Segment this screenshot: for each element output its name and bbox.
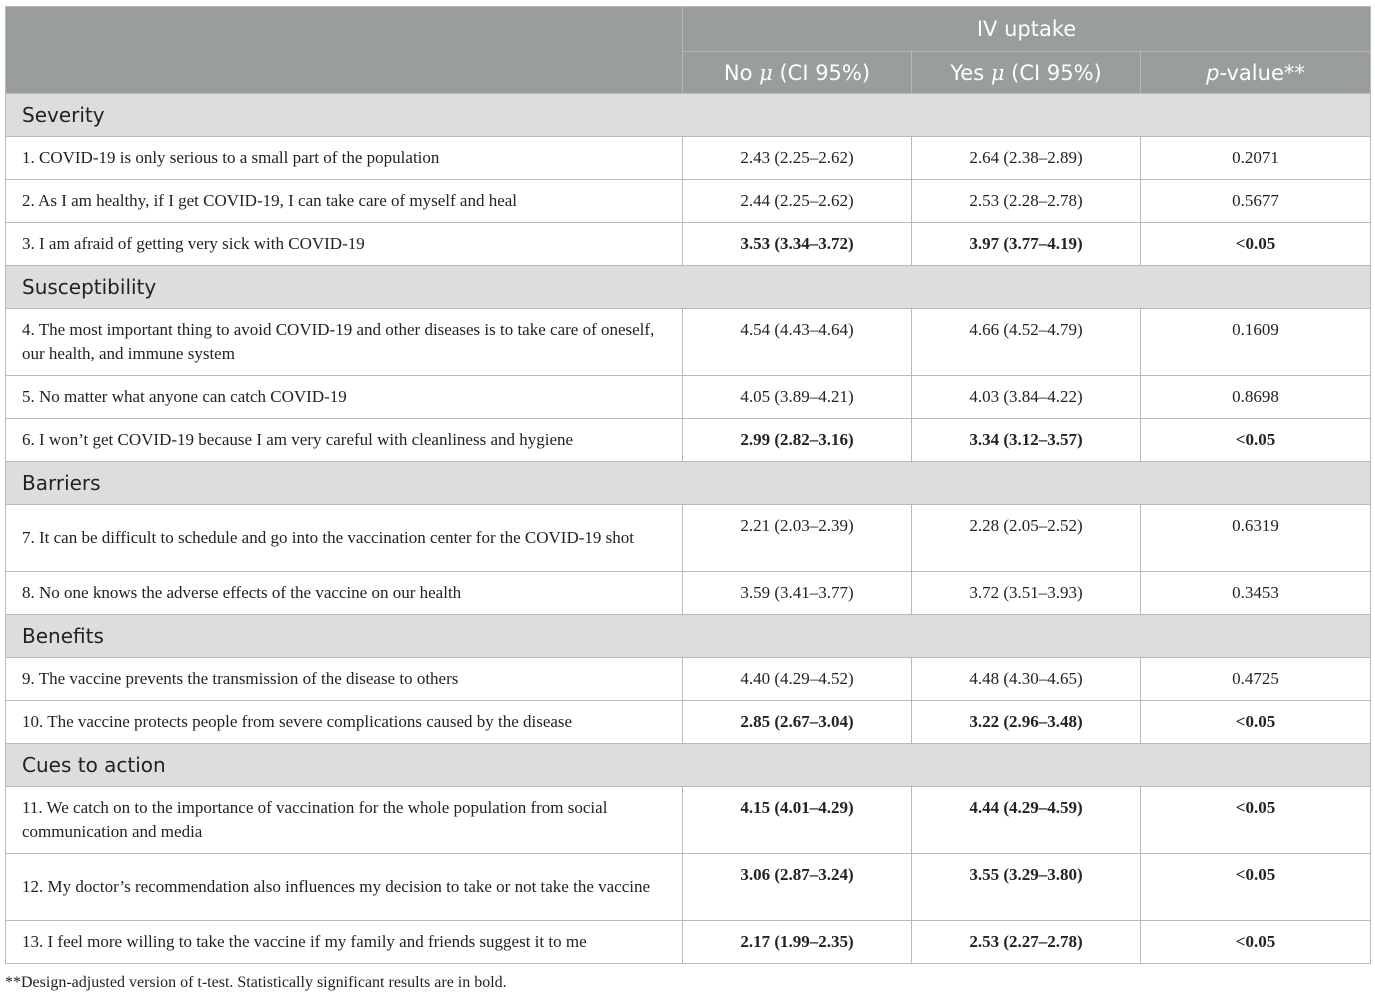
yes-value-cell: 2.53 (2.27–2.78)	[912, 921, 1141, 964]
yes-value-cell: 4.44 (4.29–4.59)	[912, 787, 1141, 854]
question-cell: 7. It can be difficult to schedule and go into the vaccination center for the COVID-19 shot	[6, 505, 683, 572]
yes-value-cell: 3.55 (3.29–3.80)	[912, 854, 1141, 921]
no-value-cell: 4.05 (3.89–4.21)	[683, 376, 912, 419]
section-title: Severity	[6, 94, 1371, 137]
question-cell: 13. I feel more willing to take the vaccine if my family and friends suggest it to me	[6, 921, 683, 964]
table-row	[6, 658, 1371, 701]
header-ci-label: (CI 95%)	[1004, 60, 1102, 85]
question-cell: 5. No matter what anyone can catch COVID-19	[6, 376, 683, 419]
question-cell: 8. No one knows the adverse effects of the vaccine on our health	[6, 572, 683, 615]
no-value-cell: 3.53 (3.34–3.72)	[683, 223, 912, 266]
section-row	[6, 744, 1371, 787]
no-value-cell: 2.99 (2.82–3.16)	[683, 419, 912, 462]
section-row	[6, 615, 1371, 658]
header-no-prefix: No	[723, 60, 760, 85]
question-cell: 3. I am afraid of getting very sick with COVID-19	[6, 223, 683, 266]
table-row	[6, 223, 1371, 266]
no-value-cell: 2.85 (2.67–3.04)	[683, 701, 912, 744]
pvalue-cell: <0.05	[1141, 787, 1371, 854]
header-yes-prefix: Yes	[950, 60, 991, 85]
no-value-cell: 2.17 (1.99–2.35)	[683, 921, 912, 964]
no-value-cell: 2.21 (2.03–2.39)	[683, 505, 912, 572]
pvalue-cell: 0.5677	[1141, 180, 1371, 223]
question-cell: 4. The most important thing to avoid COVID-19 and other diseases is to take care of oneself, our health, and immune system	[6, 309, 683, 376]
header-row-group	[6, 7, 1371, 52]
no-value-cell: 4.40 (4.29–4.52)	[683, 658, 912, 701]
section-title: Benefits	[6, 615, 1371, 658]
header-yes-column	[912, 52, 1141, 94]
table-row	[6, 309, 1371, 376]
section-title: Cues to action	[6, 744, 1371, 787]
question-cell: 12. My doctor’s recommendation also influences my decision to take or not take the vaccine	[6, 854, 683, 921]
pvalue-cell: 0.6319	[1141, 505, 1371, 572]
yes-value-cell: 4.48 (4.30–4.65)	[912, 658, 1141, 701]
header-pvalue-p: p	[1206, 60, 1220, 85]
header-no-column	[683, 52, 912, 94]
yes-value-cell: 2.53 (2.28–2.78)	[912, 180, 1141, 223]
pvalue-cell: 0.4725	[1141, 658, 1371, 701]
mu-symbol: μ	[990, 60, 1005, 85]
table-row	[6, 180, 1371, 223]
section-row	[6, 266, 1371, 309]
table-row	[6, 787, 1371, 854]
yes-value-cell: 3.97 (3.77–4.19)	[912, 223, 1141, 266]
no-value-cell: 4.54 (4.43–4.64)	[683, 309, 912, 376]
table-row	[6, 854, 1371, 921]
header-pvalue-rest: -value**	[1219, 60, 1305, 85]
pvalue-cell: 0.3453	[1141, 572, 1371, 615]
no-value-cell: 2.43 (2.25–2.62)	[683, 137, 912, 180]
question-cell: 11. We catch on to the importance of vaccination for the whole population from social communication and media	[6, 787, 683, 854]
question-cell: 2. As I am healthy, if I get COVID-19, I can take care of myself and heal	[6, 180, 683, 223]
question-cell: 10. The vaccine protects people from severe complications caused by the disease	[6, 701, 683, 744]
pvalue-cell: <0.05	[1141, 223, 1371, 266]
no-value-cell: 4.15 (4.01–4.29)	[683, 787, 912, 854]
header-empty-cell	[6, 7, 683, 94]
section-row	[6, 462, 1371, 505]
section-row	[6, 94, 1371, 137]
table-row	[6, 419, 1371, 462]
mu-symbol: μ	[759, 60, 773, 85]
pvalue-cell: <0.05	[1141, 854, 1371, 921]
header-ci-label: (CI 95%)	[772, 60, 871, 85]
table-row	[6, 701, 1371, 744]
yes-value-cell: 3.72 (3.51–3.93)	[912, 572, 1141, 615]
yes-value-cell: 2.28 (2.05–2.52)	[912, 505, 1141, 572]
yes-value-cell: 4.03 (3.84–4.22)	[912, 376, 1141, 419]
table-row	[6, 505, 1371, 572]
table-body	[6, 94, 1371, 964]
question-cell: 1. COVID-19 is only serious to a small part of the population	[6, 137, 683, 180]
yes-value-cell: 2.64 (2.38–2.89)	[912, 137, 1141, 180]
pvalue-cell: <0.05	[1141, 701, 1371, 744]
pvalue-cell: 0.1609	[1141, 309, 1371, 376]
pvalue-cell: <0.05	[1141, 419, 1371, 462]
table-row	[6, 137, 1371, 180]
results-table	[5, 6, 1371, 964]
section-title: Barriers	[6, 462, 1371, 505]
yes-value-cell: 3.34 (3.12–3.57)	[912, 419, 1141, 462]
no-value-cell: 3.06 (2.87–3.24)	[683, 854, 912, 921]
table-footnote: **Design-adjusted version of t-test. Statistically significant results are in bold.	[5, 974, 507, 991]
pvalue-cell: 0.2071	[1141, 137, 1371, 180]
table-row	[6, 376, 1371, 419]
pvalue-cell: <0.05	[1141, 921, 1371, 964]
header-iv-uptake: IV uptake	[683, 7, 1371, 52]
pvalue-cell: 0.8698	[1141, 376, 1371, 419]
table-row	[6, 921, 1371, 964]
question-cell: 6. I won’t get COVID-19 because I am very careful with cleanliness and hygiene	[6, 419, 683, 462]
table-row	[6, 572, 1371, 615]
header-pvalue-column	[1141, 52, 1371, 94]
section-title: Susceptibility	[6, 266, 1371, 309]
no-value-cell: 3.59 (3.41–3.77)	[683, 572, 912, 615]
yes-value-cell: 4.66 (4.52–4.79)	[912, 309, 1141, 376]
yes-value-cell: 3.22 (2.96–3.48)	[912, 701, 1141, 744]
question-cell: 9. The vaccine prevents the transmission of the disease to others	[6, 658, 683, 701]
no-value-cell: 2.44 (2.25–2.62)	[683, 180, 912, 223]
